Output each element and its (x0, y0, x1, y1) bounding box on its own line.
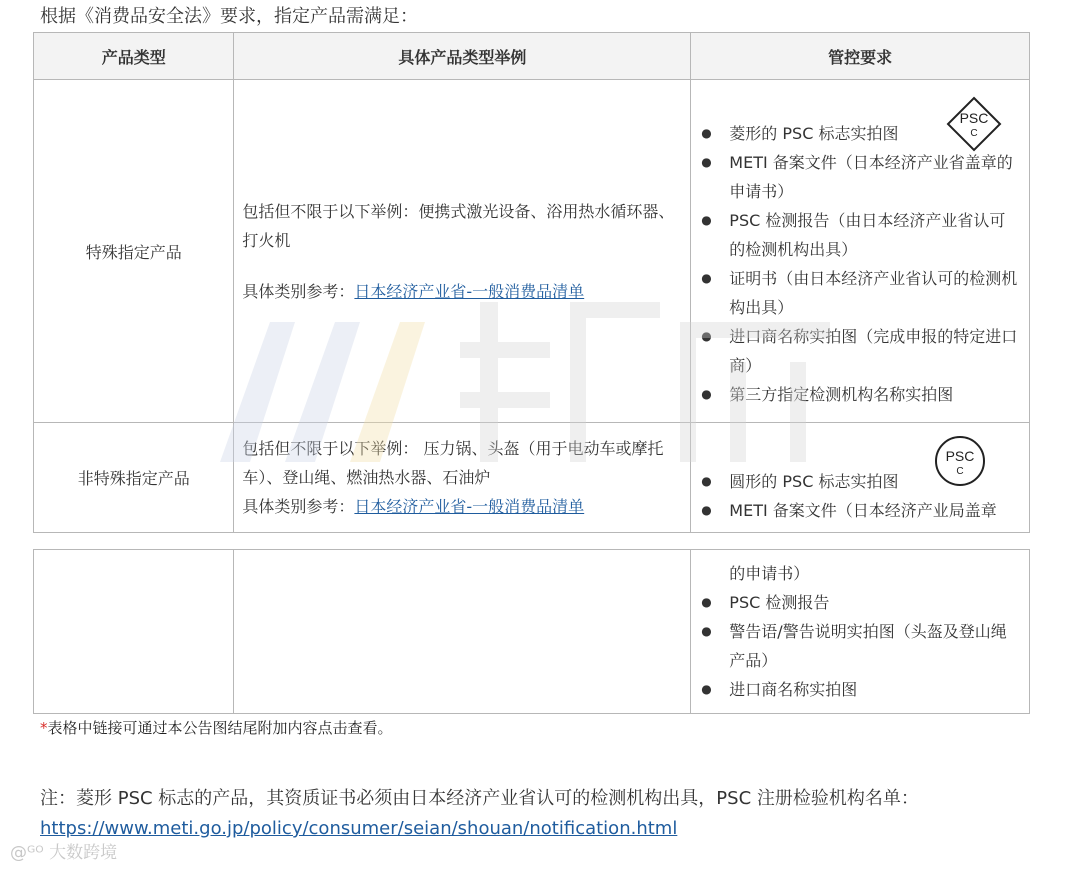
reference-label: 具体类别参考： (242, 281, 355, 301)
footnote (40, 716, 393, 740)
mark-sub: C (956, 466, 964, 477)
list-item: ● PSC 检测报告 (701, 588, 1019, 617)
list-item: ● 进口商名称实拍图 (701, 675, 1019, 704)
header-requirements: 管控要求 (691, 33, 1030, 80)
mark-label: PSC (959, 110, 989, 126)
note-block (40, 784, 919, 844)
reference-label: 具体类别参考： (242, 497, 355, 516)
note-text: 注：菱形 PSC 标志的产品，其资质证书必须由日本经济产业省认可的检测机构出具，PSC 注册检验机构名单： (40, 788, 919, 809)
list-item: ● PSC 检测报告（由日本经济产业省认可的检测机构出具） (701, 206, 1019, 264)
requirements-table-continued (33, 549, 1030, 714)
requirements-non-special-continued (691, 550, 1030, 714)
intro-text: 根据《消费品安全法》要求，指定产品需满足： (40, 6, 418, 27)
meti-consumer-list-link[interactable]: 日本经济产业省-一般消费品清单 (354, 281, 585, 301)
table-row (34, 80, 1030, 423)
examples-special (234, 80, 691, 423)
footnote-text: 表格中链接可通过本公告图结尾附加内容点击查看。 (47, 719, 393, 737)
list-item: ● 进口商名称实拍图（完成申报的特定进口商） (701, 322, 1019, 380)
list-item: ● 警告语/警告说明实拍图（头盔及登山绳产品） (701, 617, 1019, 675)
meti-consumer-list-link[interactable]: 日本经济产业省-一般消费品清单 (354, 497, 585, 516)
product-type-non-special: 非特殊指定产品 (34, 423, 234, 533)
empty-type-cell (34, 550, 234, 714)
example-text: 包括但不限于以下举例： 压力锅、头盔（用于电动车或摩托车）、登山绳、燃油热水器、石油炉 (242, 439, 664, 487)
table-header-row (34, 33, 1030, 80)
list-item-continuation: 的申请书） (729, 564, 810, 583)
requirements-table (33, 32, 1030, 533)
examples-non-special (234, 423, 691, 533)
list-item: ● 证明书（由日本经济产业省认可的检测机构出具） (701, 264, 1019, 322)
credit-icon: @ᴳᴼ (10, 843, 50, 863)
header-examples: 具体产品类型举例 (234, 33, 691, 80)
list-item: ● METI 备案文件（日本经济产业省盖章的申请书） (701, 148, 1019, 206)
meti-notification-link[interactable]: https://www.meti.go.jp/policy/consumer/seian/shouan/notification.html (40, 818, 678, 839)
list-item: ● 第三方指定检测机构名称实拍图 (701, 380, 1019, 409)
mark-label: PSC (945, 448, 975, 464)
list-item: ● METI 备案文件（日本经济产业局盖章 (701, 496, 1019, 525)
mark-sub: C (970, 128, 978, 139)
empty-example-cell (234, 550, 691, 714)
list-item: ● 圆形的 PSC 标志实拍图 (701, 467, 1019, 496)
reference-line (242, 492, 678, 521)
corner-credit: @ᴳᴼ 大数跨境 (10, 843, 118, 863)
footnote-star: * (40, 719, 48, 737)
product-type-special: 特殊指定产品 (34, 80, 234, 423)
list-item: ● 菱形的 PSC 标志实拍图 (701, 119, 1019, 148)
requirements-non-special (691, 423, 1030, 533)
header-product-type: 产品类型 (34, 33, 234, 80)
table-row (34, 550, 1030, 714)
requirements-special (691, 80, 1030, 423)
table-row (34, 423, 1030, 533)
example-text: 包括但不限于以下举例：便携式激光设备、浴用热水循环器、打火机 (242, 201, 675, 250)
reference-line (242, 277, 678, 306)
